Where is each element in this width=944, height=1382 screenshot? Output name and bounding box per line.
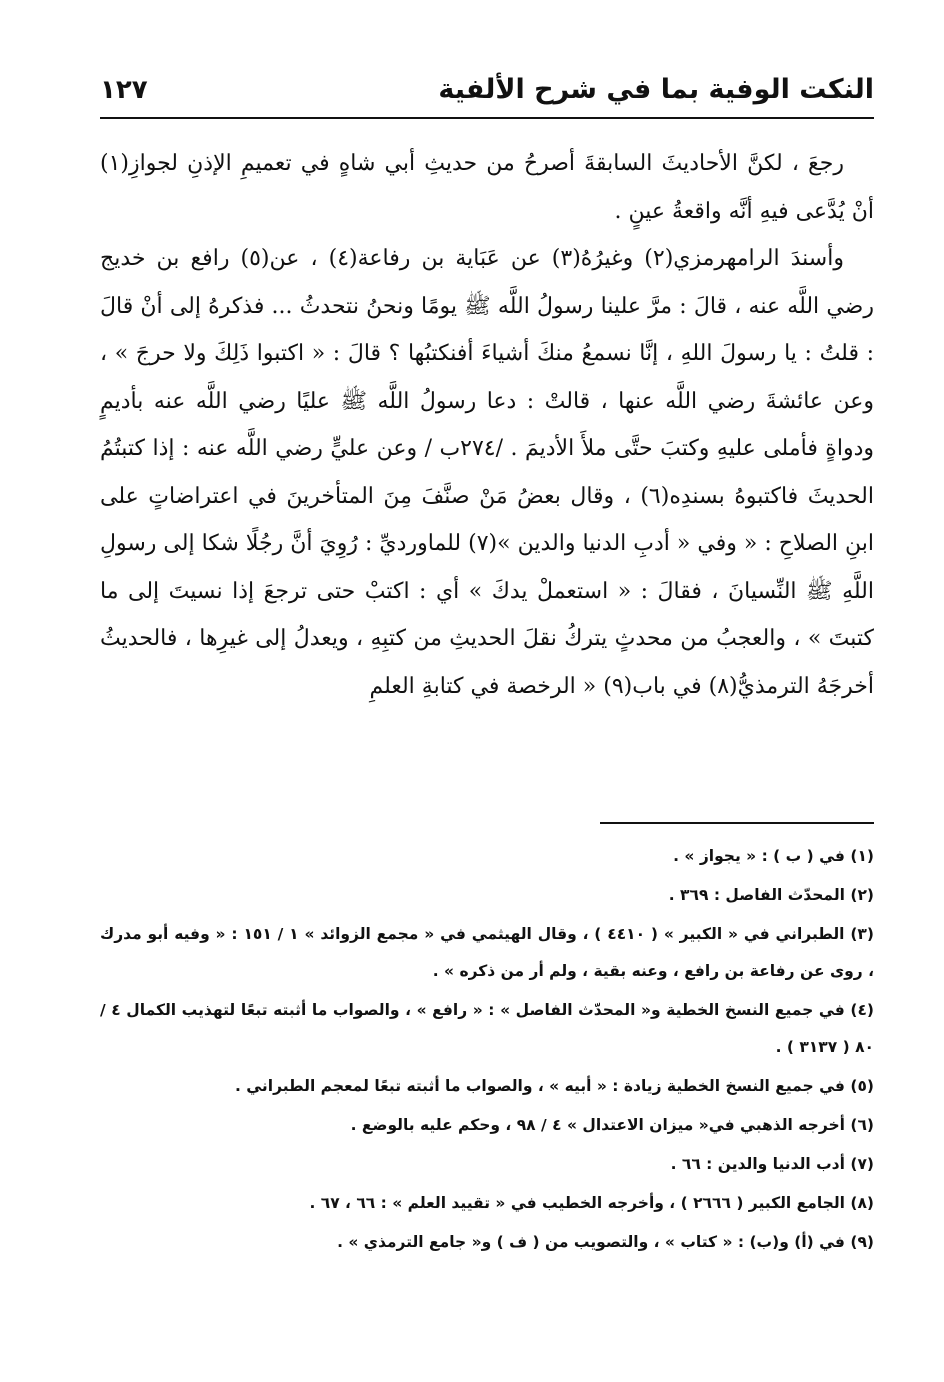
running-title: النكت الوفية بما في شرح الألفية: [438, 74, 874, 105]
footnote-item: (٢) المحدّث الفاصل : ٣٦٩ .: [668, 886, 874, 904]
footnote-item: (٦) أخرجه الذهبي في« ميزان الاعتدال » ٤ / ٩٨ ، وحكم عليه بالوضع .: [350, 1116, 874, 1134]
footnote-item: (٨) الجامع الكبير ( ٢٦٦٦ ) ، وأخرجه الخطيب في « تقييد العلم » : ٦٦ ، ٦٧ .: [309, 1194, 874, 1212]
footnotes-list: [100, 838, 874, 1263]
main-text: [100, 140, 874, 710]
page-header: [100, 64, 874, 110]
footnote-divider: [600, 822, 874, 824]
footnote-item: (٣) الطبراني في « الكبير » ( ٤٤١٠ ) ، وقال الهيثمي في « مجمع الزوائد » ١ / ١٥١ : « وفيه أبو مدرك ، روى عن رفاعة بن رافع ، وعنه بقية ، ولم أر من ذكره » .: [100, 925, 874, 980]
body-paragraph: رجعَ ، لكنَّ الأحاديثَ السابقةَ أصرحُ من حديثِ أبي شاهٍ في تعميمِ الإذنِ لجوازِ(١) أنْ يُدَّعى فيهِ أنَّه واقعةُ عينٍ .: [100, 151, 874, 224]
footnote-item: (٩) في (أ) و(ب) : « كتاب » ، والتصويب من ( ف ) و« جامع الترمذي » .: [337, 1233, 874, 1251]
footnote-item: (٤) في جميع النسخ الخطية و« المحدّث الفاصل » : « رافع » ، والصواب ما أثبته تبعًا لتهذيب الكمال ٤ / ٨٠ ( ٣١٣٧ ) .: [100, 1001, 874, 1056]
header-divider: [100, 117, 874, 119]
footnote-item: (٥) في جميع النسخ الخطية زيادة : « أبيه » ، والصواب ما أثبته تبعًا لمعجم الطبراني .: [234, 1077, 874, 1095]
body-paragraph: وأسندَ الرامهرمزي(٢) وغيرُهُ(٣) عن عَبَاية بن رفاعة(٤) ، عن(٥) رافع بن خديج رضي اللَّه عنه ، قالَ : مرَّ علينا رسولُ اللَّه ﷺ يومًا ونحنُ نتحدثُ ... فذكرهُ إلى أنْ قالَ : قلتُ : يا رسولَ اللهِ ، إنَّا نسمعُ منكَ أشياءَ أفنكتبُها ؟ قالَ : « اكتبوا ذَلِكَ ولا حرجَ » ، وعن عائشةَ رضي اللَّه عنها ، قالتْ : دعا رسولُ اللَّه ﷺ عليًا رضي اللَّه عنه بأديمٍ ودواةٍ فأملى عليهِ وكتبَ حتَّى ملأَ الأديمَ . /٢٧٤ب / وعن عليٍّ رضي اللَّه عنه : إذا كتبتُمُ الحديثَ فاكتبوهُ بسندِه(٦) ، وقال بعضُ مَنْ صنَّفَ مِنَ المتأخرينَ في اعتراضاتٍ على ابنِ الصلاحِ : « وفي « أدبِ الدنيا والدين »(٧) للماورديِّ : رُوِيَ أنَّ رجُلًا شكا إلى رسولِ اللَّهِ ﷺ النِّسيانَ ، فقالَ : « استعملْ يدكَ » أي : اكتبْ حتى ترجعَ إذا نسيتَ إلى ما كتبتَ » ، والعجبُ من محدثٍ يتركُ نقلَ الحديثِ من كتبِهِ ، ويعدلُ إلى غيرِها ، فالحديثُ أخرجَهُ الترمذيُّ(٨) في باب(٩) « الرخصة في كتابةِ العلمِ: [100, 246, 874, 699]
page-number: ١٢٧: [100, 75, 148, 105]
footnote-item: (٧) أدب الدنيا والدين : ٦٦ .: [670, 1155, 874, 1173]
footnote-item: (١) في ( ب ) : « يجواز » .: [673, 847, 874, 865]
